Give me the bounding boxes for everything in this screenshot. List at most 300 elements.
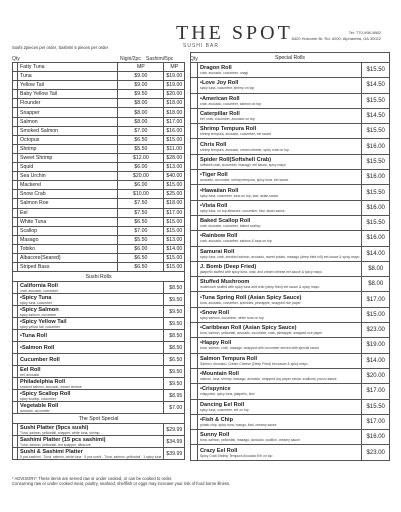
- item-name: •Mountain Roll: [200, 371, 239, 378]
- item-name: Dragon Roll: [200, 65, 232, 72]
- item-name: Sushi & Sashimi Platter: [20, 448, 83, 455]
- qty-cell[interactable]: [191, 277, 198, 292]
- item-name: Salmon: [18, 117, 118, 126]
- item-desc: shrimp tempura, avocado, cucumber, eel sauce: [200, 132, 272, 137]
- special-roll-row: [191, 215, 390, 230]
- item-cell: [198, 277, 362, 292]
- special-roll-row: [191, 139, 390, 154]
- sashimi-price: $25.00: [164, 190, 185, 199]
- sashimi-price: MP: [164, 63, 185, 72]
- item-name: Sunny Roll: [200, 432, 230, 439]
- nigiri-row: [13, 163, 185, 172]
- nigiri-price: $12.00: [118, 153, 164, 162]
- special-roll-row: [191, 323, 390, 338]
- qty-cell[interactable]: [191, 399, 198, 414]
- item-name: •Spicy Tuna: [20, 294, 52, 301]
- special-roll-row: [191, 108, 390, 123]
- special-roll-row: [191, 338, 390, 353]
- nigiri-price: $9.00: [118, 72, 164, 81]
- qty-cell[interactable]: [191, 338, 198, 353]
- item-desc: crab, avocado, cucumber, unagi: [200, 71, 249, 76]
- item-cell: [198, 430, 362, 445]
- special-roll-row: [191, 154, 390, 169]
- logo-subtitle: SUSHI BAR: [183, 43, 219, 49]
- item-price: $14.50: [362, 108, 390, 123]
- item-price: $20.00: [362, 368, 390, 383]
- item-price: $15.50: [362, 215, 390, 230]
- item-name: Eel Roll: [20, 366, 41, 373]
- sushi-roll-row: [13, 390, 185, 402]
- item-cell: [198, 338, 362, 353]
- sushi-roll-row: [13, 366, 185, 378]
- item-price: $9.50: [164, 318, 185, 330]
- item-name: Dancing Eel Roll: [200, 401, 245, 408]
- item-cell: [198, 185, 362, 200]
- nigiri-row: [13, 90, 185, 99]
- item-name: Vegetable Roll: [20, 402, 59, 409]
- item-cell: [198, 108, 362, 123]
- item-cell: [18, 330, 164, 342]
- order-note: Sushi 2pieces per order, Sashimi 5 pieces per order: [12, 45, 109, 50]
- item-name: •Crispynice: [200, 386, 231, 393]
- special-roll-row: [191, 353, 390, 368]
- item-cell: [18, 354, 164, 366]
- item-cell: [18, 402, 164, 414]
- sushi-rolls-heading: [13, 272, 185, 282]
- item-desc: crab, avocado, cucumber, salmon & tuna on top: [200, 239, 272, 244]
- item-name: Sweet Shrimp: [18, 153, 118, 162]
- nigiri-row: [13, 235, 185, 244]
- sashimi-price: $19.00: [164, 81, 185, 90]
- nigiri-price: $8.00: [118, 108, 164, 117]
- item-name: •Tuna Roll: [20, 332, 48, 339]
- item-cell: [198, 63, 362, 78]
- item-desc: spicy tuna, crab, smoked salmon, avocado, sweet potato, masago (deep fried roll) eel sauce & spicy mayo: [200, 254, 360, 259]
- qty-cell[interactable]: [191, 353, 198, 368]
- item-price: $19.00: [362, 338, 390, 353]
- item-name: •Love Joy Roll: [200, 80, 239, 87]
- address: 8420 Holcomb Br. Rd. #200, Alpharetta, GA 30022: [291, 36, 381, 41]
- sashimi-price: $15.00: [164, 181, 185, 190]
- item-price: $9.50: [164, 306, 185, 318]
- sushi-roll-row: [13, 330, 185, 342]
- item-price: $17.00: [362, 414, 390, 429]
- item-cell: [198, 139, 362, 154]
- item-price: $15.50: [362, 124, 390, 139]
- special-roll-row: [191, 261, 390, 276]
- nigiri-price: $7.00: [118, 226, 164, 235]
- special-roll-row: [191, 63, 390, 78]
- nigiri-price: $7.50: [118, 208, 164, 217]
- item-name: J. Bomb (Deep Fried): [200, 264, 257, 270]
- item-cell: [18, 366, 164, 378]
- item-price: $16.00: [362, 139, 390, 154]
- item-desc: 5 pcs sashimi - Tuna, salmon, white tuna · 5 pcs sushi - Tuna, salmon, yellowtail · 1 spicy tuna: [20, 454, 162, 459]
- item-desc: softshell crab, cucumber, masago, eel sauce, spicy mayo: [200, 162, 286, 167]
- item-desc: potato chip, spicy tuna, mango, kiwi, creamy sauce: [200, 422, 277, 427]
- left-qty-header: Qty: [12, 56, 20, 62]
- item-cell: [198, 353, 362, 368]
- spot-special-row: [13, 448, 185, 460]
- item-name: Samurai Roll: [200, 248, 235, 255]
- item-price: $9.50: [164, 294, 185, 306]
- nigiri-row: [13, 190, 185, 199]
- item-desc: spicy tuna, cucumber: [20, 300, 53, 305]
- qty-cell[interactable]: [191, 215, 198, 230]
- item-name: Salmon Tempura Roll: [200, 355, 258, 362]
- item-cell: [198, 124, 362, 139]
- qty-cell[interactable]: [191, 93, 198, 108]
- item-cell: [18, 318, 164, 330]
- nigiri-price: $7.00: [118, 126, 164, 135]
- special-roll-row: [191, 185, 390, 200]
- item-desc: crab, avocado, cucumber, baked scallop: [200, 224, 261, 229]
- item-price: $23.00: [362, 323, 390, 338]
- nigiri-row: [13, 172, 185, 181]
- item-cell: [198, 368, 362, 383]
- item-price: $23.00: [362, 445, 390, 460]
- item-name: Baked Scallop Roll: [200, 218, 251, 225]
- item-cell: [198, 445, 362, 460]
- sashimi-price: $20.00: [164, 90, 185, 99]
- qty-cell[interactable]: [191, 246, 198, 261]
- item-name: Sashimi Platter (15 pcs sashimi): [20, 436, 106, 443]
- item-desc: salmon, tuna, shrimp, masago, avocado, wrapped soy paper caviar, scallions, ponzu sauce: [200, 377, 337, 382]
- item-name: Squid: [18, 163, 118, 172]
- item-desc: eel, crab, cucumber, avocado on top: [200, 117, 255, 122]
- item-cell: [18, 342, 164, 354]
- item-price: $9.50: [164, 378, 185, 390]
- nigiri-row: [13, 135, 185, 144]
- nigiri-row: [13, 117, 185, 126]
- item-name: •Vista Roll: [200, 202, 228, 209]
- item-name: Tuna: [18, 72, 118, 81]
- item-price: $16.00: [362, 231, 390, 246]
- nigiri-price: MP: [118, 63, 164, 72]
- sashimi-price: $15.00: [164, 253, 185, 262]
- sashimi-price: $17.00: [164, 208, 185, 217]
- nigiri-price: $8.00: [118, 99, 164, 108]
- nigiri-row: [13, 144, 185, 153]
- item-cell: [18, 390, 164, 402]
- spot-special-row: [13, 436, 185, 448]
- item-desc: avocado, cucumber: [20, 408, 50, 413]
- sashimi-price: $40.00: [164, 172, 185, 181]
- item-price: $29.99: [164, 424, 185, 436]
- qty-cell[interactable]: [191, 445, 198, 460]
- item-desc: Tuna, salmon, yellowtail, snapper, white tuna, shrimp, ...: [20, 430, 105, 435]
- qty-cell[interactable]: [191, 139, 198, 154]
- nigiri-price: $7.50: [118, 199, 164, 208]
- item-price: $15.50: [362, 399, 390, 414]
- special-roll-row: [191, 399, 390, 414]
- item-name: Shrimp Tempura Roll: [200, 126, 257, 133]
- advisory-line-2: Consuming raw or under cooked meat, poultry, seafood, shellfish or eggs may increase your risk of food borne illness.: [12, 481, 231, 486]
- item-name: •Salmon Roll: [20, 344, 55, 351]
- item-name: Cucumber Roll: [20, 356, 60, 363]
- item-name: •Spicy Yellow Tail: [20, 318, 67, 325]
- item-price: $17.00: [362, 384, 390, 399]
- advisory-line-1: * ADVISORY: These items are served raw or under cooked, or can be cooked to order.: [12, 476, 173, 481]
- item-name: Snapper: [18, 108, 118, 117]
- item-cell: [18, 282, 164, 294]
- qty-cell[interactable]: [191, 430, 198, 445]
- item-name: Fatty Tuna: [18, 63, 118, 72]
- nigiri-row: [13, 181, 185, 190]
- spot-special-heading-label: The Spot Special: [13, 414, 185, 424]
- special-roll-row: [191, 445, 390, 460]
- nigiri-header: Nigiri/2pc: [120, 56, 141, 62]
- item-price: $8.50: [164, 342, 185, 354]
- item-name: •Spicy Scallop Roll: [20, 390, 71, 397]
- item-desc: spicy tuna, cucumber, tuna on top, kiwi, asian sauce: [200, 193, 279, 198]
- special-roll-row: [191, 170, 390, 185]
- special-roll-row: [191, 124, 390, 139]
- item-desc: spicy yellow tail, cucumber: [20, 324, 61, 329]
- item-desc: tuna, salmon, yellowtail, masago, avocado, scallion, creamy sauce: [200, 438, 300, 443]
- qty-cell[interactable]: [191, 154, 198, 169]
- item-desc: spicy scallop, cucumber: [20, 396, 56, 401]
- nigiri-row: [13, 63, 185, 72]
- item-name: Striped Bass: [18, 263, 118, 272]
- nigiri-row: [13, 217, 185, 226]
- nigiri-price: $5.50: [118, 144, 164, 153]
- qty-cell[interactable]: [191, 63, 198, 78]
- item-cell: [198, 231, 362, 246]
- item-desc: smoked salmon, avocado, cream cheese: [20, 384, 82, 389]
- item-name: Chris Roll: [200, 141, 227, 148]
- item-name: Snow Crab: [18, 190, 118, 199]
- item-desc: Tuna, salmon, yellowtail, red snapper, albacore: [20, 442, 91, 447]
- phone: Tel: 770-998-9882: [348, 30, 381, 35]
- item-name: Albacore(Seared): [18, 253, 118, 262]
- item-price: $14.00: [362, 246, 390, 261]
- item-desc: eel, avocado: [20, 372, 40, 377]
- sashimi-price: $15.00: [164, 263, 185, 272]
- item-name: Eel: [18, 208, 118, 217]
- item-desc: tuna, salmon, yellowtail, avocado, cucumber, crab, pineapple, wrapped rice paper: [200, 331, 323, 336]
- item-name: Philadelphia Roll: [20, 378, 66, 385]
- nigiri-price: $6.00: [118, 163, 164, 172]
- item-name: •Fish & Chip: [200, 416, 234, 423]
- sashimi-price: $18.00: [164, 199, 185, 208]
- item-desc: jalapeño stuffed with spicy tuna, crab, and cream cheese eel sauce & spicy mayo: [200, 270, 322, 274]
- item-price: $17.00: [362, 292, 390, 307]
- item-name: Yellow Tail: [18, 81, 118, 90]
- sashimi-price: $19.00: [164, 72, 185, 81]
- sushi-roll-row: [13, 306, 185, 318]
- item-name: Stuffed Mushroom: [200, 279, 250, 286]
- nigiri-row: [13, 199, 185, 208]
- nigiri-row: [13, 226, 185, 235]
- item-cell: [198, 154, 362, 169]
- item-cell: [198, 307, 362, 322]
- item-name: •Spicy Salmon: [20, 306, 59, 313]
- item-price: $39.99: [164, 448, 185, 460]
- special-roll-row: [191, 200, 390, 215]
- special-roll-row: [191, 384, 390, 399]
- nigiri-price: $6.50: [118, 253, 164, 262]
- advisory: [12, 476, 230, 486]
- item-price: $34.99: [164, 436, 185, 448]
- nigiri-price: $20.00: [118, 172, 164, 181]
- item-cell: [198, 292, 362, 307]
- item-desc: spicy salmon, cucumber: [20, 312, 57, 317]
- item-price: $16.00: [362, 430, 390, 445]
- item-price: $15.00: [362, 307, 390, 322]
- item-price: $15.50: [362, 154, 390, 169]
- sashimi-price: $13.00: [164, 235, 185, 244]
- item-cell: [198, 170, 362, 185]
- item-desc: mushroom stuffed with spicy tuna and crab (deep fried) eel sauce & spicy mayo: [200, 285, 320, 290]
- qty-cell[interactable]: [191, 185, 198, 200]
- sushi-roll-row: [13, 402, 185, 414]
- nigiri-row: [13, 72, 185, 81]
- sashimi-price: $15.00: [164, 226, 185, 235]
- right-qty-header: Qty: [190, 56, 198, 62]
- nigiri-price: $6.50: [118, 135, 164, 144]
- nigiri-row: [13, 126, 185, 135]
- item-name: •Tiger Roll: [200, 172, 228, 179]
- qty-cell[interactable]: [191, 170, 198, 185]
- item-name: •Caribbean Roll (Asian Spicy Sauce): [200, 325, 297, 332]
- sushi-roll-row: [13, 294, 185, 306]
- qty-cell[interactable]: [191, 200, 198, 215]
- item-price: $15.50: [362, 63, 390, 78]
- nigiri-price: $9.00: [118, 81, 164, 90]
- sashimi-price: $15.00: [164, 217, 185, 226]
- item-desc: Salmon, Avocado, Cream Cheese (Deep Fried) eel sauce & spicy mayo: [200, 361, 308, 366]
- item-cell: [198, 261, 362, 276]
- nigiri-price: $6.00: [118, 181, 164, 190]
- item-name: Flounder: [18, 99, 118, 108]
- item-price: $8.00: [362, 261, 390, 276]
- item-price: $9.50: [164, 366, 185, 378]
- item-name: Caterpillar Roll: [200, 111, 240, 118]
- qty-cell[interactable]: [191, 414, 198, 429]
- qty-cell[interactable]: [191, 108, 198, 123]
- contact-info: [292, 30, 381, 42]
- qty-cell[interactable]: [191, 292, 198, 307]
- item-name: California Roll: [20, 282, 58, 289]
- item-price: $8.00: [362, 277, 390, 292]
- nigiri-price: $10.00: [118, 190, 164, 199]
- item-name: Baby Yellow Tail: [18, 90, 118, 99]
- item-name: •American Roll: [200, 95, 240, 102]
- qty-cell[interactable]: [191, 78, 198, 93]
- special-roll-row: [191, 430, 390, 445]
- sashimi-price: $18.00: [164, 99, 185, 108]
- item-price: $8.50: [164, 282, 185, 294]
- item-name: Smoked Salmon: [18, 126, 118, 135]
- item-price: $8.95: [164, 390, 185, 402]
- item-cell: [198, 78, 362, 93]
- special-roll-row: [191, 307, 390, 322]
- qty-cell[interactable]: [191, 307, 198, 322]
- item-cell: [198, 93, 362, 108]
- qty-cell[interactable]: [191, 323, 198, 338]
- item-desc: tuna, avocado, cucumber, sprinkles, pineapple, wrapped rice paper: [200, 300, 301, 305]
- item-name: •Happy Roll: [200, 340, 232, 347]
- nigiri-price: $6.00: [118, 244, 164, 253]
- item-price: $16.00: [362, 170, 390, 185]
- sushi-rolls-heading-label: Sushi Rolls: [13, 272, 185, 282]
- item-cell: [198, 215, 362, 230]
- item-desc: avocado, cucumber, shrimp tempura, spicy tuna, eel sauce: [200, 178, 289, 183]
- item-desc: shrimp tempura, avocado, cream cheese, spicy crab on top: [200, 147, 289, 152]
- qty-cell[interactable]: [191, 384, 198, 399]
- item-cell: [18, 436, 164, 448]
- sashimi-price: $16.00: [164, 126, 185, 135]
- special-roll-row: [191, 414, 390, 429]
- nigiri-row: [13, 153, 185, 162]
- qty-cell[interactable]: [191, 124, 198, 139]
- item-price: $8.50: [164, 330, 185, 342]
- item-price: $14.50: [362, 78, 390, 93]
- item-desc: tuna, salmon, crab, masago, wrapped with cucumber served with special sauce: [200, 346, 320, 351]
- qty-cell[interactable]: [191, 368, 198, 383]
- special-roll-row: [191, 246, 390, 261]
- special-roll-row: [191, 78, 390, 93]
- qty-cell[interactable]: [191, 231, 198, 246]
- item-price: $7.00: [164, 402, 185, 414]
- sashimi-price: $11.00: [164, 144, 185, 153]
- sashimi-header: Sashimi/5pc: [146, 56, 174, 62]
- item-desc: spicy tuna, cucumber, shrimp on top: [200, 86, 255, 91]
- item-desc: crab, avocado, cucumber, salmon on top: [200, 101, 262, 106]
- item-price: $16.00: [362, 200, 390, 215]
- spot-special-heading: [13, 414, 185, 424]
- special-rolls-heading: Special Rolls: [191, 53, 390, 63]
- special-roll-row: [191, 277, 390, 292]
- sushi-roll-row: [13, 378, 185, 390]
- item-price: $15.50: [362, 93, 390, 108]
- item-name: Crazy Eel Roll: [200, 447, 238, 454]
- nigiri-row: [13, 244, 185, 253]
- nigiri-row: [13, 208, 185, 217]
- sashimi-price: $28.00: [164, 153, 185, 162]
- logo: THE SPOT: [176, 22, 293, 44]
- item-desc: crab, avocado, cucumber: [20, 288, 59, 293]
- item-cell: [198, 246, 362, 261]
- item-price: $14.00: [362, 353, 390, 368]
- special-roll-row: [191, 368, 390, 383]
- item-name: •Snow Roll: [200, 309, 229, 316]
- item-cell: [18, 378, 164, 390]
- qty-cell[interactable]: [191, 261, 198, 276]
- item-cell: [198, 414, 362, 429]
- item-name: White Tuna: [18, 217, 118, 226]
- item-name: •Tuna Spring Roll (Asian Spicy Sauce): [200, 294, 302, 301]
- item-cell: [18, 306, 164, 318]
- item-desc: spicy salmon, cucumber, white tuna on top: [200, 315, 264, 320]
- item-cell: [198, 200, 362, 215]
- right-menu-table: [190, 62, 390, 461]
- item-desc: crispynice, spicy tuna, jalapeño, kiwi: [200, 392, 255, 397]
- nigiri-price: $9.50: [118, 90, 164, 99]
- item-name: Octopus: [18, 135, 118, 144]
- item-name: Spider Roll(Softshell Crab): [200, 156, 272, 163]
- nigiri-row: [13, 253, 185, 262]
- sashimi-price: $18.00: [164, 108, 185, 117]
- sushi-roll-row: [13, 282, 185, 294]
- sushi-roll-row: [13, 354, 185, 366]
- nigiri-price: $5.50: [118, 235, 164, 244]
- nigiri-price: $6.50: [118, 263, 164, 272]
- item-name: Sea Urchin: [18, 172, 118, 181]
- special-roll-row: [191, 231, 390, 246]
- item-name: Mackerel: [18, 181, 118, 190]
